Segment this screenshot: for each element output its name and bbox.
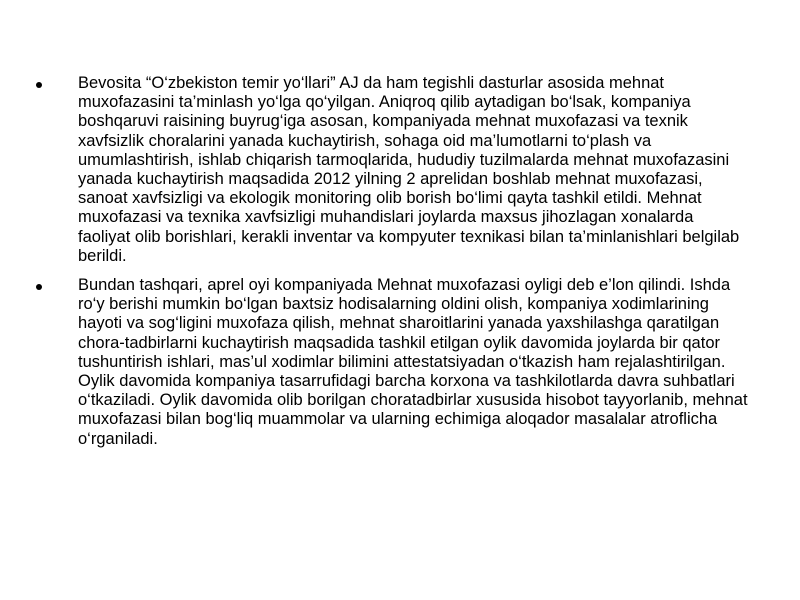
bullet-item-2 — [36, 276, 748, 449]
bullet-item-1 — [36, 74, 748, 266]
bullet-dot-icon — [36, 284, 42, 290]
paragraph-1-text: Bevosita “O‘zbekiston temir yo‘llari” AJ da ham tegishli dasturlar asosida mehnat muxofazasini ta’minlash yo‘lga qo‘yilgan. Aniqroq qilib aytadigan bo‘lsak, kompaniya boshqaruvi raisining buyrug‘iga asosan, kompaniyada mehnat muxofazasi va texnik xavfsizlik choralarini yanada kuchaytirish, sohaga oid ma’lumotlarni to‘plash va umumlashtirish, ishlab chiqarish tarmoqlarida, hududiy tuzilmalarda mehnat muxofazasini yanada kuchaytirish maqsadida 2012 yilning 2 aprelidan boshlab mehnat muxofazasi, sanoat xavfsizligi va ekologik monitoring olib borish bo‘limi qayta tashkil etildi. Mehnat muxofazasi va texnika xavfsizligi muhandislari joylarda maxsus jihozlagan xonalarda faoliyat olib borishlari, kerakli inventar va kompyuter texnikasi bilan ta’minlanishlari belgilab berildi. — [78, 74, 740, 265]
paragraph-2-text: Bundan tashqari, aprel oyi kompaniyada Mehnat muxofazasi oyligi deb e’lon qilindi. Ishda ro‘y berishi mumkin bo‘lgan baxtsiz hodisalarning oldini olish, kompaniya xodimlarining hayoti va sog‘ligini muxofaza qilish, mehnat sharoitlarini yanada yaxshilashga qaratilgan chora-tadbirlarni kuchaytirish maqsadida tashkil etilgan oylik davomida joylarda bir qator tushuntirish ishlari, mas’ul xodimlar bilimini attestatsiyadan o‘tkazish ham rejalashtirilgan. Oylik davomida kompaniya tasarrufidagi barcha korxona va tashkilotlarda davra suhbatlari o‘tkaziladi. Oylik davomida olib borilgan choratadbirlar xususida hisobot tayyorlanib, mehnat muxofazasi bilan bog‘liq muammolar va ularning echimiga aloqador masalalar atroflicha o‘rganiladi. — [78, 276, 748, 448]
bullet-list — [36, 74, 748, 459]
bullet-dot-icon — [36, 82, 42, 88]
